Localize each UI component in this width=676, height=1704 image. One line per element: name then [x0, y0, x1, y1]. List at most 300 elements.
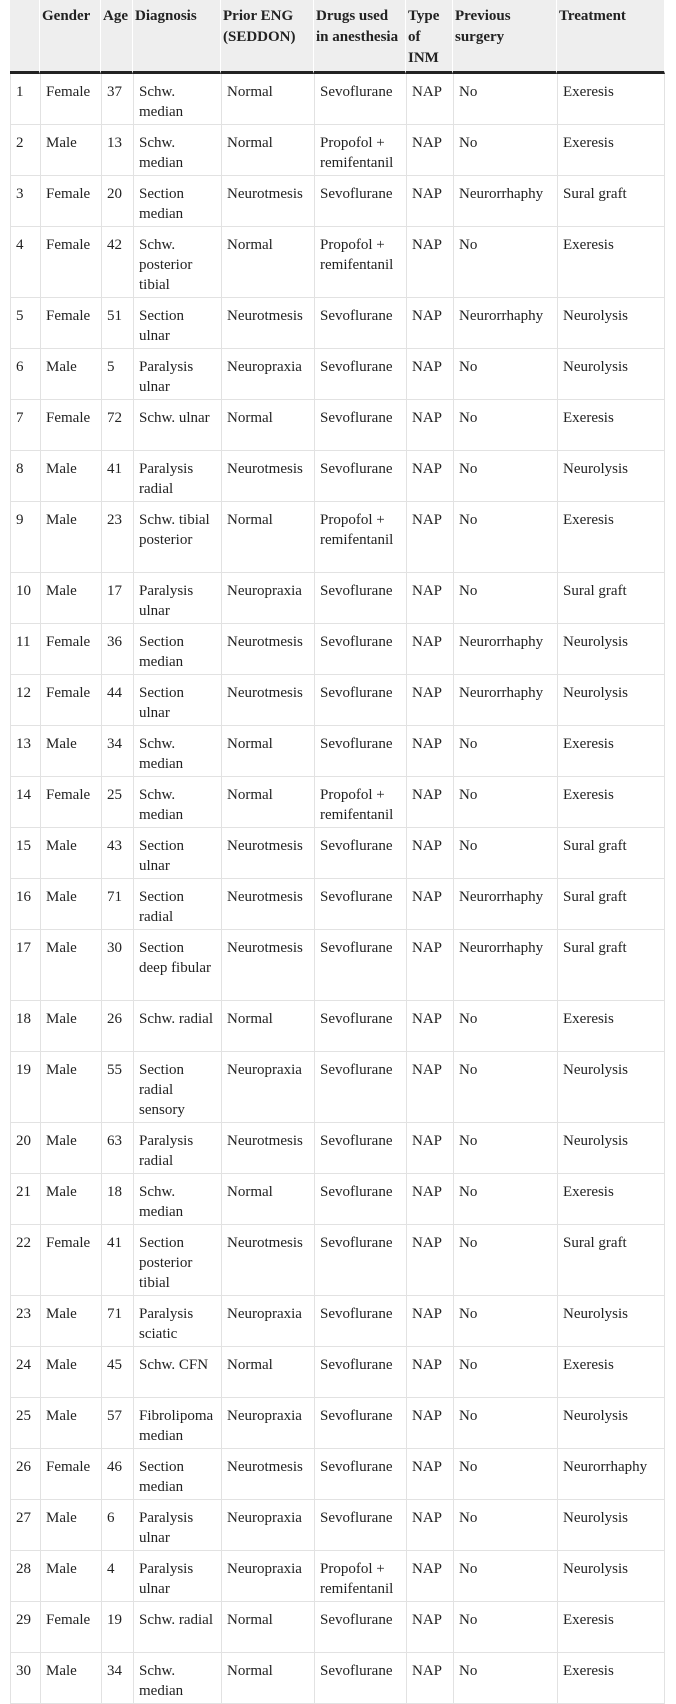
cell-previous-surgery: No	[453, 1174, 557, 1225]
cell-treatment: Neurolysis	[557, 1551, 665, 1602]
header-diagnosis: Diagnosis	[133, 0, 221, 74]
table-row	[10, 1123, 665, 1174]
cell-treatment: Exeresis	[557, 777, 665, 828]
cell-drugs: Sevoflurane	[314, 726, 406, 777]
cell-prior-eng: Neurotmesis	[221, 176, 314, 227]
table-row	[10, 1449, 665, 1500]
cell-inm-type: NAP	[406, 1296, 453, 1347]
cell-no: 9	[10, 502, 40, 573]
cell-no: 19	[10, 1052, 40, 1123]
cell-age: 37	[101, 74, 133, 125]
cell-treatment: Exeresis	[557, 1174, 665, 1225]
header-row	[10, 0, 665, 74]
cell-age: 42	[101, 227, 133, 298]
cell-diagnosis: Section posterior tibial	[133, 1225, 221, 1296]
cell-age: 13	[101, 125, 133, 176]
cell-prior-eng: Normal	[221, 1174, 314, 1225]
cell-gender: Male	[40, 349, 101, 400]
cell-age: 55	[101, 1052, 133, 1123]
cell-previous-surgery: No	[453, 349, 557, 400]
cell-no: 6	[10, 349, 40, 400]
cell-no: 7	[10, 400, 40, 451]
cell-inm-type: NAP	[406, 573, 453, 624]
header-no	[10, 0, 40, 74]
cell-age: 18	[101, 1174, 133, 1225]
cell-previous-surgery: No	[453, 227, 557, 298]
cell-inm-type: NAP	[406, 74, 453, 125]
cell-diagnosis: Schw. radial	[133, 1001, 221, 1052]
cell-drugs: Propofol + remifentanil	[314, 227, 406, 298]
cell-gender: Female	[40, 624, 101, 675]
cell-age: 45	[101, 1347, 133, 1398]
cell-inm-type: NAP	[406, 675, 453, 726]
cell-no: 26	[10, 1449, 40, 1500]
cell-inm-type: NAP	[406, 400, 453, 451]
cell-prior-eng: Neurotmesis	[221, 930, 314, 1001]
cell-treatment: Sural graft	[557, 930, 665, 1001]
cell-drugs: Propofol + remifentanil	[314, 125, 406, 176]
table-row	[10, 573, 665, 624]
cell-age: 20	[101, 176, 133, 227]
patient-table-container	[10, 0, 665, 1704]
cell-age: 5	[101, 349, 133, 400]
cell-diagnosis: Paralysis radial	[133, 1123, 221, 1174]
cell-inm-type: NAP	[406, 1449, 453, 1500]
cell-diagnosis: Section deep fibular	[133, 930, 221, 1001]
cell-previous-surgery: No	[453, 451, 557, 502]
cell-no: 2	[10, 125, 40, 176]
cell-treatment: Exeresis	[557, 400, 665, 451]
cell-gender: Male	[40, 1174, 101, 1225]
cell-prior-eng: Neurotmesis	[221, 451, 314, 502]
cell-drugs: Sevoflurane	[314, 1296, 406, 1347]
cell-previous-surgery: No	[453, 828, 557, 879]
cell-diagnosis: Schw. ulnar	[133, 400, 221, 451]
header-prior-eng: Prior ENG (SEDDON)	[221, 0, 314, 74]
cell-previous-surgery: No	[453, 573, 557, 624]
cell-prior-eng: Neurotmesis	[221, 675, 314, 726]
cell-no: 22	[10, 1225, 40, 1296]
cell-diagnosis: Section radial sensory	[133, 1052, 221, 1123]
cell-no: 18	[10, 1001, 40, 1052]
cell-gender: Male	[40, 930, 101, 1001]
cell-prior-eng: Neuropraxia	[221, 1500, 314, 1551]
cell-previous-surgery: No	[453, 1001, 557, 1052]
cell-inm-type: NAP	[406, 777, 453, 828]
cell-previous-surgery: No	[453, 1551, 557, 1602]
cell-age: 51	[101, 298, 133, 349]
cell-previous-surgery: No	[453, 1398, 557, 1449]
cell-diagnosis: Paralysis ulnar	[133, 349, 221, 400]
cell-drugs: Propofol + remifentanil	[314, 1551, 406, 1602]
cell-previous-surgery: No	[453, 777, 557, 828]
cell-inm-type: NAP	[406, 298, 453, 349]
cell-gender: Female	[40, 176, 101, 227]
cell-age: 34	[101, 1653, 133, 1704]
cell-prior-eng: Normal	[221, 1001, 314, 1052]
cell-diagnosis: Schw. radial	[133, 1602, 221, 1653]
cell-diagnosis: Schw. tibial posterior	[133, 502, 221, 573]
cell-age: 72	[101, 400, 133, 451]
cell-no: 25	[10, 1398, 40, 1449]
table-row	[10, 74, 665, 125]
cell-treatment: Neurolysis	[557, 349, 665, 400]
cell-prior-eng: Normal	[221, 1347, 314, 1398]
cell-previous-surgery: No	[453, 400, 557, 451]
cell-gender: Male	[40, 1500, 101, 1551]
cell-prior-eng: Neurotmesis	[221, 828, 314, 879]
cell-age: 19	[101, 1602, 133, 1653]
cell-no: 28	[10, 1551, 40, 1602]
cell-prior-eng: Neuropraxia	[221, 1551, 314, 1602]
cell-treatment: Exeresis	[557, 1602, 665, 1653]
cell-prior-eng: Normal	[221, 400, 314, 451]
cell-treatment: Neurolysis	[557, 1052, 665, 1123]
cell-no: 5	[10, 298, 40, 349]
cell-drugs: Sevoflurane	[314, 1052, 406, 1123]
cell-diagnosis: Schw. posterior tibial	[133, 227, 221, 298]
cell-previous-surgery: Neurorrhaphy	[453, 624, 557, 675]
cell-no: 20	[10, 1123, 40, 1174]
cell-drugs: Sevoflurane	[314, 349, 406, 400]
cell-gender: Male	[40, 1001, 101, 1052]
cell-age: 25	[101, 777, 133, 828]
cell-previous-surgery: Neurorrhaphy	[453, 176, 557, 227]
cell-diagnosis: Section ulnar	[133, 675, 221, 726]
cell-no: 8	[10, 451, 40, 502]
cell-inm-type: NAP	[406, 1398, 453, 1449]
cell-age: 6	[101, 1500, 133, 1551]
cell-inm-type: NAP	[406, 624, 453, 675]
cell-inm-type: NAP	[406, 125, 453, 176]
cell-age: 30	[101, 930, 133, 1001]
cell-inm-type: NAP	[406, 349, 453, 400]
cell-inm-type: NAP	[406, 1653, 453, 1704]
cell-diagnosis: Paralysis ulnar	[133, 1551, 221, 1602]
table-row	[10, 1347, 665, 1398]
cell-gender: Male	[40, 828, 101, 879]
cell-no: 15	[10, 828, 40, 879]
cell-prior-eng: Normal	[221, 777, 314, 828]
table-row	[10, 1602, 665, 1653]
cell-inm-type: NAP	[406, 879, 453, 930]
cell-prior-eng: Normal	[221, 125, 314, 176]
cell-inm-type: NAP	[406, 1123, 453, 1174]
cell-gender: Female	[40, 227, 101, 298]
cell-diagnosis: Schw. median	[133, 726, 221, 777]
table-row	[10, 675, 665, 726]
cell-diagnosis: Schw. median	[133, 125, 221, 176]
header-treatment: Treatment	[557, 0, 665, 74]
cell-previous-surgery: No	[453, 726, 557, 777]
cell-prior-eng: Normal	[221, 726, 314, 777]
cell-diagnosis: Paralysis ulnar	[133, 573, 221, 624]
table-header	[10, 0, 665, 74]
cell-diagnosis: Paralysis ulnar	[133, 1500, 221, 1551]
cell-age: 63	[101, 1123, 133, 1174]
cell-diagnosis: Schw. median	[133, 1653, 221, 1704]
cell-age: 4	[101, 1551, 133, 1602]
cell-gender: Female	[40, 1449, 101, 1500]
cell-gender: Male	[40, 879, 101, 930]
cell-prior-eng: Normal	[221, 1602, 314, 1653]
cell-no: 1	[10, 74, 40, 125]
header-gender: Gender	[40, 0, 101, 74]
cell-inm-type: NAP	[406, 1602, 453, 1653]
cell-drugs: Sevoflurane	[314, 879, 406, 930]
cell-previous-surgery: No	[453, 125, 557, 176]
table-row	[10, 1398, 665, 1449]
cell-no: 30	[10, 1653, 40, 1704]
cell-no: 24	[10, 1347, 40, 1398]
cell-treatment: Exeresis	[557, 1001, 665, 1052]
cell-gender: Female	[40, 400, 101, 451]
cell-drugs: Sevoflurane	[314, 298, 406, 349]
cell-age: 41	[101, 1225, 133, 1296]
cell-previous-surgery: Neurorrhaphy	[453, 930, 557, 1001]
cell-age: 46	[101, 1449, 133, 1500]
cell-age: 34	[101, 726, 133, 777]
cell-drugs: Sevoflurane	[314, 1347, 406, 1398]
cell-diagnosis: Schw. median	[133, 74, 221, 125]
cell-no: 13	[10, 726, 40, 777]
cell-inm-type: NAP	[406, 726, 453, 777]
cell-previous-surgery: Neurorrhaphy	[453, 675, 557, 726]
cell-inm-type: NAP	[406, 227, 453, 298]
cell-treatment: Sural graft	[557, 1225, 665, 1296]
cell-previous-surgery: No	[453, 1449, 557, 1500]
cell-prior-eng: Neurotmesis	[221, 1225, 314, 1296]
cell-prior-eng: Neuropraxia	[221, 1052, 314, 1123]
cell-treatment: Exeresis	[557, 502, 665, 573]
cell-diagnosis: Section median	[133, 1449, 221, 1500]
table-row	[10, 1174, 665, 1225]
cell-treatment: Neurolysis	[557, 1123, 665, 1174]
cell-diagnosis: Schw. median	[133, 777, 221, 828]
cell-inm-type: NAP	[406, 828, 453, 879]
cell-no: 11	[10, 624, 40, 675]
cell-prior-eng: Neurotmesis	[221, 624, 314, 675]
cell-drugs: Propofol + remifentanil	[314, 777, 406, 828]
cell-prior-eng: Neurotmesis	[221, 1123, 314, 1174]
cell-prior-eng: Normal	[221, 502, 314, 573]
table-row	[10, 1500, 665, 1551]
cell-treatment: Sural graft	[557, 573, 665, 624]
header-drugs: Drugs used in anesthesia	[314, 0, 406, 74]
cell-gender: Female	[40, 1602, 101, 1653]
cell-drugs: Sevoflurane	[314, 1602, 406, 1653]
table-row	[10, 451, 665, 502]
cell-gender: Male	[40, 1653, 101, 1704]
cell-age: 41	[101, 451, 133, 502]
cell-previous-surgery: Neurorrhaphy	[453, 879, 557, 930]
table-row	[10, 400, 665, 451]
cell-treatment: Neurolysis	[557, 451, 665, 502]
cell-diagnosis: Section ulnar	[133, 828, 221, 879]
cell-inm-type: NAP	[406, 1347, 453, 1398]
cell-drugs: Propofol + remifentanil	[314, 502, 406, 573]
cell-gender: Male	[40, 1296, 101, 1347]
cell-treatment: Neurolysis	[557, 675, 665, 726]
cell-inm-type: NAP	[406, 502, 453, 573]
cell-drugs: Sevoflurane	[314, 74, 406, 125]
cell-drugs: Sevoflurane	[314, 624, 406, 675]
cell-drugs: Sevoflurane	[314, 1174, 406, 1225]
cell-gender: Male	[40, 1551, 101, 1602]
cell-drugs: Sevoflurane	[314, 451, 406, 502]
cell-treatment: Exeresis	[557, 227, 665, 298]
cell-previous-surgery: No	[453, 1500, 557, 1551]
table-row	[10, 930, 665, 1001]
cell-gender: Male	[40, 1347, 101, 1398]
table-row	[10, 1001, 665, 1052]
cell-diagnosis: Schw. CFN	[133, 1347, 221, 1398]
cell-prior-eng: Neurotmesis	[221, 1449, 314, 1500]
cell-gender: Female	[40, 777, 101, 828]
cell-treatment: Exeresis	[557, 74, 665, 125]
cell-drugs: Sevoflurane	[314, 176, 406, 227]
cell-diagnosis: Section median	[133, 176, 221, 227]
cell-previous-surgery: No	[453, 502, 557, 573]
table-row	[10, 777, 665, 828]
cell-prior-eng: Neuropraxia	[221, 573, 314, 624]
cell-prior-eng: Neuropraxia	[221, 349, 314, 400]
table-row	[10, 624, 665, 675]
table-row	[10, 1551, 665, 1602]
cell-drugs: Sevoflurane	[314, 1500, 406, 1551]
cell-prior-eng: Neurotmesis	[221, 298, 314, 349]
cell-age: 71	[101, 879, 133, 930]
cell-no: 17	[10, 930, 40, 1001]
table-row	[10, 1296, 665, 1347]
table-row	[10, 502, 665, 573]
cell-age: 36	[101, 624, 133, 675]
table-row	[10, 1052, 665, 1123]
cell-prior-eng: Neuropraxia	[221, 1398, 314, 1449]
cell-prior-eng: Normal	[221, 1653, 314, 1704]
table-row	[10, 349, 665, 400]
cell-drugs: Sevoflurane	[314, 1123, 406, 1174]
cell-no: 10	[10, 573, 40, 624]
cell-inm-type: NAP	[406, 1001, 453, 1052]
cell-treatment: Neurolysis	[557, 298, 665, 349]
cell-gender: Female	[40, 1225, 101, 1296]
cell-previous-surgery: No	[453, 1296, 557, 1347]
cell-previous-surgery: No	[453, 1052, 557, 1123]
header-inm-type: Type of INM	[406, 0, 453, 74]
cell-inm-type: NAP	[406, 1052, 453, 1123]
cell-no: 3	[10, 176, 40, 227]
cell-drugs: Sevoflurane	[314, 1398, 406, 1449]
cell-age: 71	[101, 1296, 133, 1347]
table-row	[10, 1225, 665, 1296]
cell-drugs: Sevoflurane	[314, 1653, 406, 1704]
cell-inm-type: NAP	[406, 176, 453, 227]
cell-prior-eng: Normal	[221, 227, 314, 298]
cell-previous-surgery: Neurorrhaphy	[453, 298, 557, 349]
cell-gender: Female	[40, 675, 101, 726]
table-row	[10, 227, 665, 298]
cell-inm-type: NAP	[406, 1174, 453, 1225]
table-row	[10, 298, 665, 349]
cell-previous-surgery: No	[453, 1225, 557, 1296]
table-row	[10, 726, 665, 777]
cell-previous-surgery: No	[453, 74, 557, 125]
cell-previous-surgery: No	[453, 1123, 557, 1174]
cell-inm-type: NAP	[406, 1500, 453, 1551]
cell-diagnosis: Section ulnar	[133, 298, 221, 349]
cell-no: 12	[10, 675, 40, 726]
table-body	[10, 74, 665, 1704]
cell-age: 23	[101, 502, 133, 573]
cell-treatment: Neurorrhaphy	[557, 1449, 665, 1500]
cell-gender: Male	[40, 726, 101, 777]
cell-gender: Male	[40, 1398, 101, 1449]
table-row	[10, 879, 665, 930]
cell-drugs: Sevoflurane	[314, 573, 406, 624]
cell-treatment: Exeresis	[557, 1653, 665, 1704]
cell-inm-type: NAP	[406, 1225, 453, 1296]
cell-no: 27	[10, 1500, 40, 1551]
cell-treatment: Sural graft	[557, 176, 665, 227]
cell-no: 23	[10, 1296, 40, 1347]
cell-age: 44	[101, 675, 133, 726]
cell-age: 26	[101, 1001, 133, 1052]
cell-drugs: Sevoflurane	[314, 930, 406, 1001]
cell-no: 4	[10, 227, 40, 298]
cell-gender: Male	[40, 573, 101, 624]
cell-previous-surgery: No	[453, 1602, 557, 1653]
cell-treatment: Exeresis	[557, 125, 665, 176]
cell-drugs: Sevoflurane	[314, 828, 406, 879]
cell-no: 14	[10, 777, 40, 828]
cell-diagnosis: Schw. median	[133, 1174, 221, 1225]
cell-previous-surgery: No	[453, 1347, 557, 1398]
cell-inm-type: NAP	[406, 451, 453, 502]
cell-treatment: Neurolysis	[557, 1398, 665, 1449]
cell-age: 57	[101, 1398, 133, 1449]
cell-drugs: Sevoflurane	[314, 400, 406, 451]
cell-no: 29	[10, 1602, 40, 1653]
header-previous-surgery: Previous surgery	[453, 0, 557, 74]
cell-age: 43	[101, 828, 133, 879]
cell-diagnosis: Paralysis sciatic	[133, 1296, 221, 1347]
cell-age: 17	[101, 573, 133, 624]
header-age: Age	[101, 0, 133, 74]
cell-diagnosis: Section median	[133, 624, 221, 675]
cell-treatment: Sural graft	[557, 828, 665, 879]
cell-drugs: Sevoflurane	[314, 1001, 406, 1052]
cell-diagnosis: Paralysis radial	[133, 451, 221, 502]
cell-drugs: Sevoflurane	[314, 675, 406, 726]
cell-treatment: Neurolysis	[557, 1296, 665, 1347]
cell-treatment: Exeresis	[557, 726, 665, 777]
cell-gender: Female	[40, 298, 101, 349]
cell-diagnosis: Fibrolipoma median	[133, 1398, 221, 1449]
table-row	[10, 828, 665, 879]
table-row	[10, 176, 665, 227]
cell-inm-type: NAP	[406, 1551, 453, 1602]
cell-gender: Male	[40, 1052, 101, 1123]
cell-diagnosis: Section radial	[133, 879, 221, 930]
cell-prior-eng: Neurotmesis	[221, 879, 314, 930]
cell-gender: Male	[40, 451, 101, 502]
cell-gender: Female	[40, 74, 101, 125]
cell-treatment: Exeresis	[557, 1347, 665, 1398]
cell-gender: Male	[40, 1123, 101, 1174]
cell-treatment: Neurolysis	[557, 624, 665, 675]
cell-drugs: Sevoflurane	[314, 1225, 406, 1296]
